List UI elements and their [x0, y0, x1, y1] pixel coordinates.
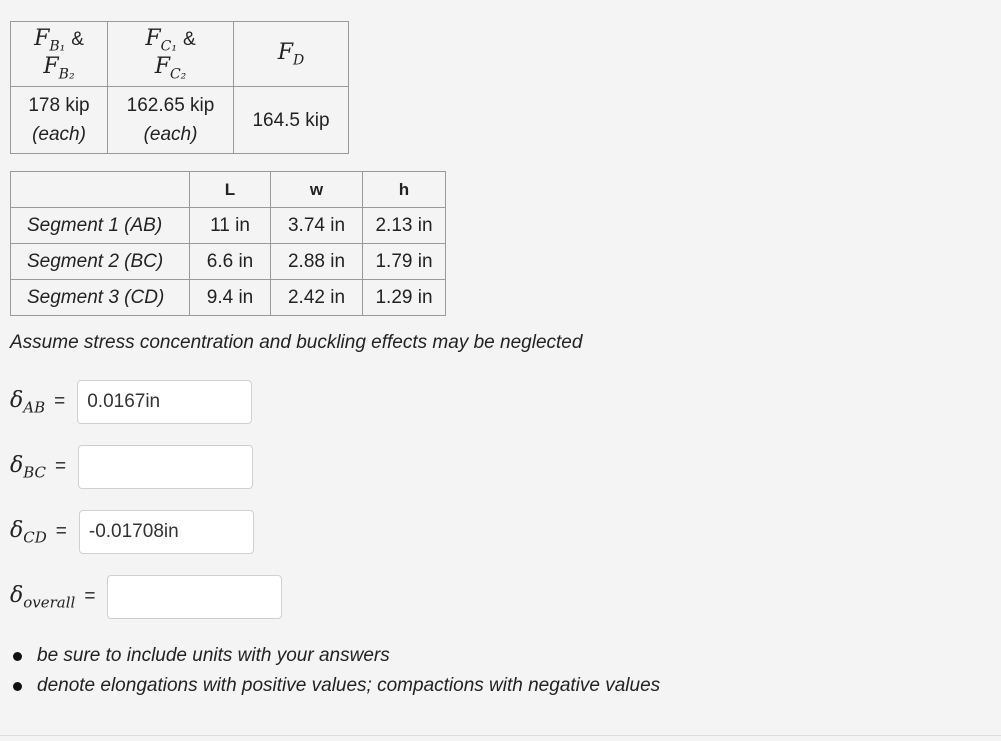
cell-l: 9.4 in	[190, 280, 271, 316]
bullet-icon	[13, 652, 22, 661]
value-fc: 162.65 kip (each)	[108, 87, 234, 154]
column-header-h: h	[363, 172, 446, 208]
answer-row-overall: $\delta_{overall}$ =	[10, 575, 282, 619]
header-fc: $F_{C_1}$ & $F_{C_2}$	[108, 22, 234, 87]
answer-row-bc: $\delta_{BC}$ =	[10, 445, 253, 489]
delta-cd-input[interactable]: -0.01708in	[79, 510, 254, 554]
cell-h: 2.13 in	[363, 208, 446, 244]
header-fd: $F_D$	[234, 22, 349, 87]
instructions-list	[10, 641, 660, 701]
cell-w: 3.74 in	[271, 208, 363, 244]
segments-table	[10, 171, 446, 316]
cell-h: 1.29 in	[363, 280, 446, 316]
cell-l: 11 in	[190, 208, 271, 244]
delta-overall-label: $\delta_{overall}$	[10, 582, 76, 612]
list-item: denote elongations with positive values; compactions with negative values	[10, 671, 660, 701]
delta-ab-label: $\delta_{AB}$	[10, 387, 46, 417]
delta-bc-label: $\delta_{BC}$	[10, 452, 47, 482]
bullet-icon	[13, 682, 22, 691]
delta-ab-input[interactable]: 0.0167in	[77, 380, 252, 424]
divider	[0, 735, 1001, 736]
column-header-l: L	[190, 172, 271, 208]
table-row	[11, 280, 446, 316]
forces-table	[10, 21, 349, 154]
value-fd: 164.5 kip	[234, 87, 349, 154]
value-fb: 178 kip (each)	[11, 87, 108, 154]
cell-l: 6.6 in	[190, 244, 271, 280]
row-label: Segment 1 (AB)	[11, 208, 190, 244]
delta-overall-input[interactable]	[107, 575, 282, 619]
table-row	[11, 244, 446, 280]
segments-header-blank	[11, 172, 190, 208]
list-item: be sure to include units with your answers	[10, 641, 660, 671]
row-label: Segment 2 (BC)	[11, 244, 190, 280]
row-label: Segment 3 (CD)	[11, 280, 190, 316]
answer-row-cd: $\delta_{CD}$ = -0.01708in	[10, 510, 254, 554]
cell-w: 2.88 in	[271, 244, 363, 280]
cell-w: 2.42 in	[271, 280, 363, 316]
delta-cd-label: $\delta_{CD}$	[10, 517, 47, 547]
assumption-note: Assume stress concentration and buckling effects may be neglected	[10, 332, 583, 353]
column-header-w: w	[271, 172, 363, 208]
delta-bc-input[interactable]	[78, 445, 253, 489]
header-fb: $F_{B_1}$ & $F_{B_2}$	[11, 22, 108, 87]
cell-h: 1.79 in	[363, 244, 446, 280]
table-row	[11, 208, 446, 244]
answer-row-ab: $\delta_{AB}$ = 0.0167in	[10, 380, 252, 424]
